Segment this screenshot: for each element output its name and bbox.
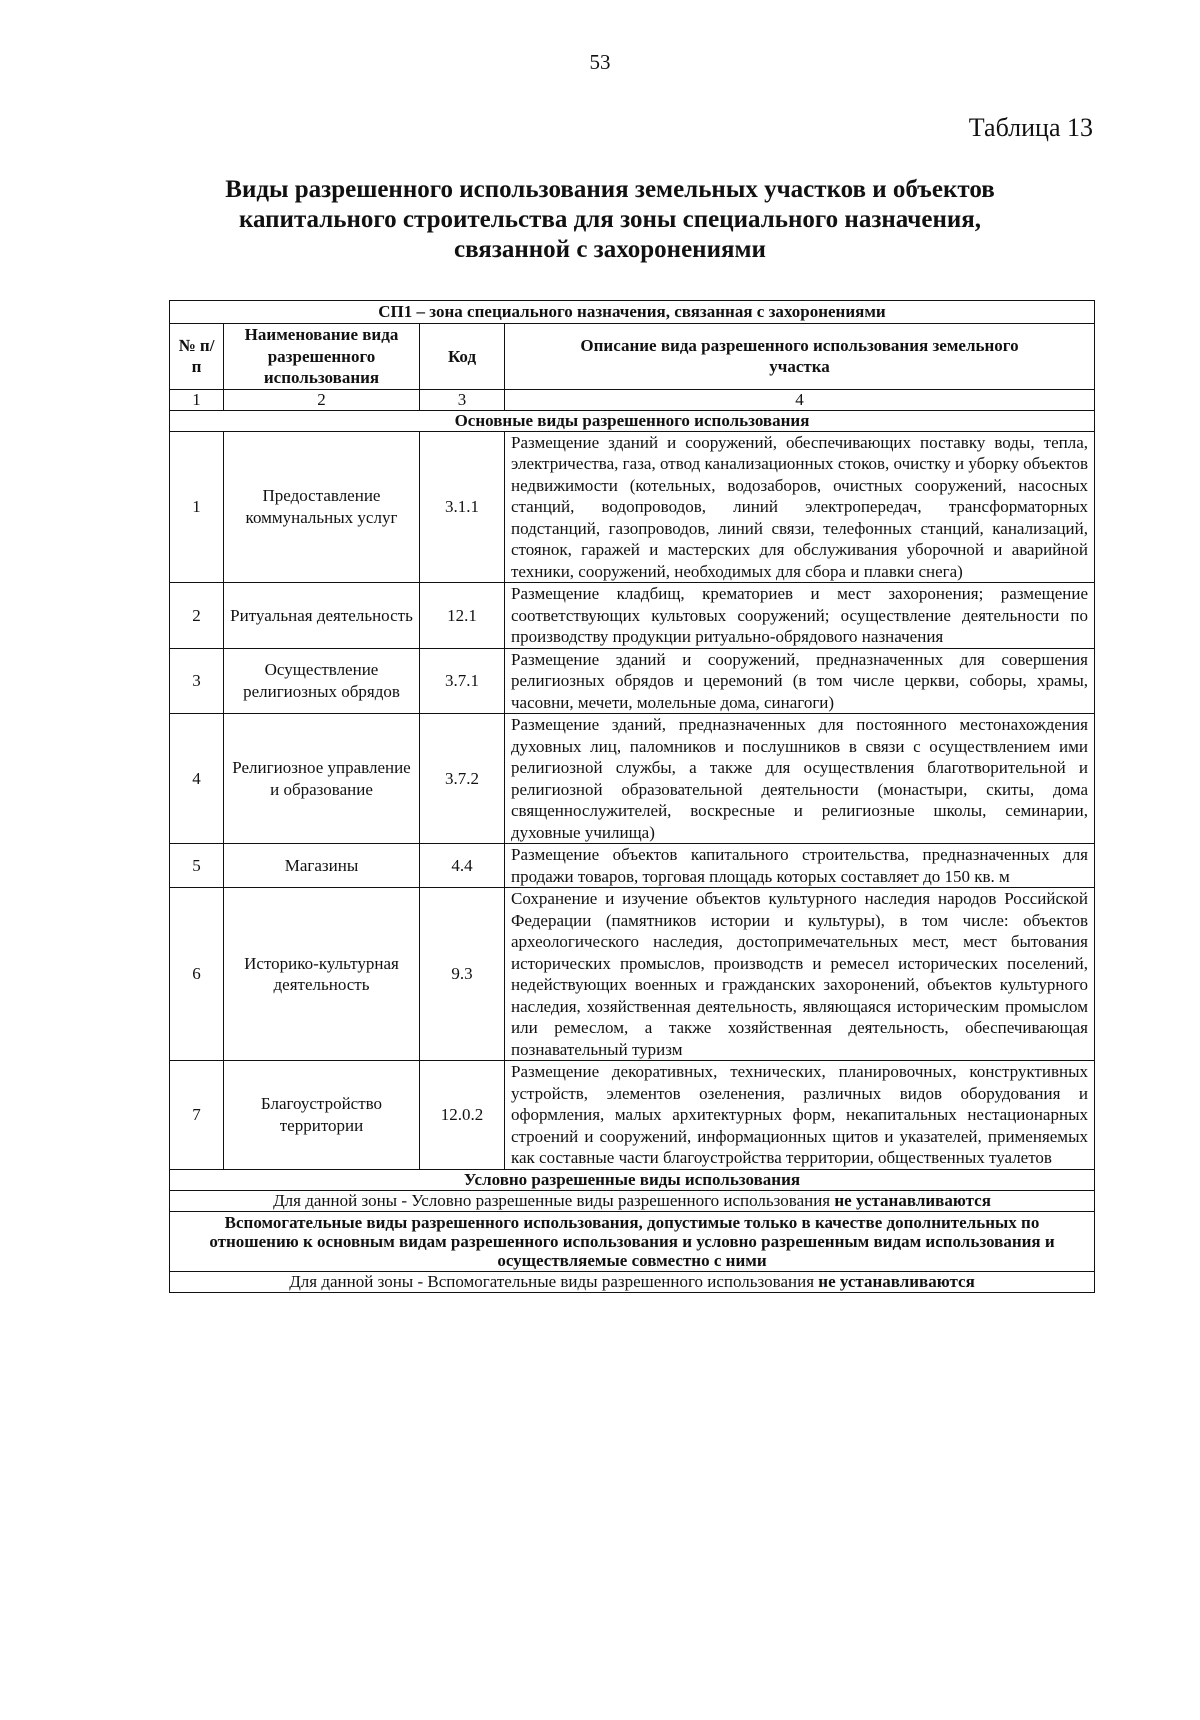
table-row <box>170 844 1095 888</box>
table-row <box>170 583 1095 649</box>
row-name: Религиозное управление и образование <box>224 714 420 844</box>
row-code: 3.7.1 <box>420 648 505 714</box>
zone-header: СП1 – зона специального назначения, связанная с захоронениями <box>170 301 1095 324</box>
row-code: 3.7.2 <box>420 714 505 844</box>
zone-header-row <box>170 301 1095 324</box>
row-name: Ритуальная деятельность <box>224 583 420 649</box>
row-name: Осуществление религиозных обрядов <box>224 648 420 714</box>
table-label: Таблица 13 <box>968 113 1093 142</box>
row-code: 12.1 <box>420 583 505 649</box>
auxiliary-note-row <box>170 1271 1095 1292</box>
conditional-note-row <box>170 1190 1095 1211</box>
section-row-conditional <box>170 1169 1095 1190</box>
row-name: Предоставление коммунальных услуг <box>224 431 420 583</box>
auxiliary-section-title: Вспомогательные виды разрешенного использования, допустимые только в качестве дополнительных по отношению к основным видам разрешенного использования и условно разрешенным видам использования и осуществляемые совместно с ними <box>170 1211 1095 1271</box>
column-header-row <box>170 324 1095 390</box>
conditional-section-title: Условно разрешенные виды использования <box>170 1169 1095 1190</box>
row-description: Размещение зданий и сооружений, предназначенных для совершения религиозных обрядов и церемоний (в том числе церкви, соборы, храмы, часовни, мечети, молельные дома, синагоги) <box>505 648 1095 714</box>
title-line: Виды разрешенного использования земельных участков и объектов <box>225 176 995 203</box>
auxiliary-note <box>170 1271 1095 1292</box>
column-number-row <box>170 389 1095 410</box>
column-number: 1 <box>170 389 224 410</box>
row-number: 2 <box>170 583 224 649</box>
row-number: 6 <box>170 888 224 1061</box>
row-number: 5 <box>170 844 224 888</box>
auxiliary-note-text: Для данной зоны - Вспомогательные виды разрешенного использования <box>289 1272 819 1291</box>
row-name: Историко-культурная деятельность <box>224 888 420 1061</box>
column-number: 3 <box>420 389 505 410</box>
page-number: 53 <box>589 50 611 74</box>
row-description: Сохранение и изучение объектов культурного наследия народов Российской Федерации (памятников истории и культуры), в том числе: объектов археологического наследия, достопримечательных мест, мест бытования исторических промыслов, производств и ремесел исторических поселений, недействующих военных и гражданских захоронений, объектов культурного наследия, хозяйственная деятельность, являющаяся историческим промыслом или ремеслом, а также хозяйственная деятельность, обеспечивающая познавательный туризм <box>505 888 1095 1061</box>
section-row-auxiliary <box>170 1211 1095 1271</box>
title-line: капитального строительства для зоны специального назначения, <box>238 206 982 233</box>
main-section-title: Основные виды разрешенного использования <box>170 410 1095 431</box>
title-line: связанной с захоронениями <box>454 236 766 263</box>
column-number: 2 <box>224 389 420 410</box>
column-header-description: Описание вида разрешенного использования земельного участка <box>505 324 1095 390</box>
row-number: 7 <box>170 1061 224 1170</box>
row-number: 4 <box>170 714 224 844</box>
table-row <box>170 1061 1095 1170</box>
row-code: 3.1.1 <box>420 431 505 583</box>
land-use-table <box>169 300 1095 1293</box>
row-code: 4.4 <box>420 844 505 888</box>
conditional-note-emphasis: не устанавливаются <box>834 1191 991 1210</box>
row-code: 12.0.2 <box>420 1061 505 1170</box>
column-header-num: № п/п <box>170 324 224 390</box>
row-description: Размещение кладбищ, крематориев и мест захоронения; размещение соответствующих культовых сооружений; осуществление деятельности по производству продукции ритуально-обрядового назначения <box>505 583 1095 649</box>
row-name: Магазины <box>224 844 420 888</box>
table-row <box>170 888 1095 1061</box>
table-row <box>170 714 1095 844</box>
section-row-main <box>170 410 1095 431</box>
column-header-code: Код <box>420 324 505 390</box>
document-title <box>150 175 1070 265</box>
row-description: Размещение зданий и сооружений, обеспечивающих поставку воды, тепла, электричества, газа, отвод канализационных стоков, очистку и уборку объектов недвижимости (котельных, водозаборов, очистных сооружений, насосных станций, водопроводов, линий электропередач, трансформаторных подстанций, газопроводов, линий связи, телефонных станций, канализаций, стоянок, гаражей и мастерских для обслуживания уборочной и аварийной техники, сооружений, необходимых для сбора и плавки снега) <box>505 431 1095 583</box>
column-header-name: Наименование вида разрешенного использования <box>224 324 420 390</box>
row-number: 1 <box>170 431 224 583</box>
conditional-note-text: Для данной зоны - Условно разрешенные виды разрешенного использования <box>273 1191 835 1210</box>
row-description: Размещение декоративных, технических, планировочных, конструктивных устройств, элементов озеленения, различных видов оборудования и оформления, малых архитектурных форм, некапитальных нестационарных строений и сооружений, информационных щитов и указателей, применяемых как составные части благоустройства территории, общественных туалетов <box>505 1061 1095 1170</box>
column-number: 4 <box>505 389 1095 410</box>
row-name: Благоустройство территории <box>224 1061 420 1170</box>
row-description: Размещение зданий, предназначенных для постоянного местонахождения духовных лиц, паломников и послушников в связи с осуществлением ими религиозной службы, а также для осуществления благотворительной и религиозной образовательной деятельности (монастыри, скиты, дома священнослужителей, воскресные и религиозные школы, семинарии, духовные училища) <box>505 714 1095 844</box>
row-code: 9.3 <box>420 888 505 1061</box>
table-row <box>170 431 1095 583</box>
auxiliary-note-emphasis: не устанавливаются <box>818 1272 975 1291</box>
table-row <box>170 648 1095 714</box>
row-description: Размещение объектов капитального строительства, предназначенных для продажи товаров, торговая площадь которых составляет до 150 кв. м <box>505 844 1095 888</box>
conditional-note <box>170 1190 1095 1211</box>
row-number: 3 <box>170 648 224 714</box>
